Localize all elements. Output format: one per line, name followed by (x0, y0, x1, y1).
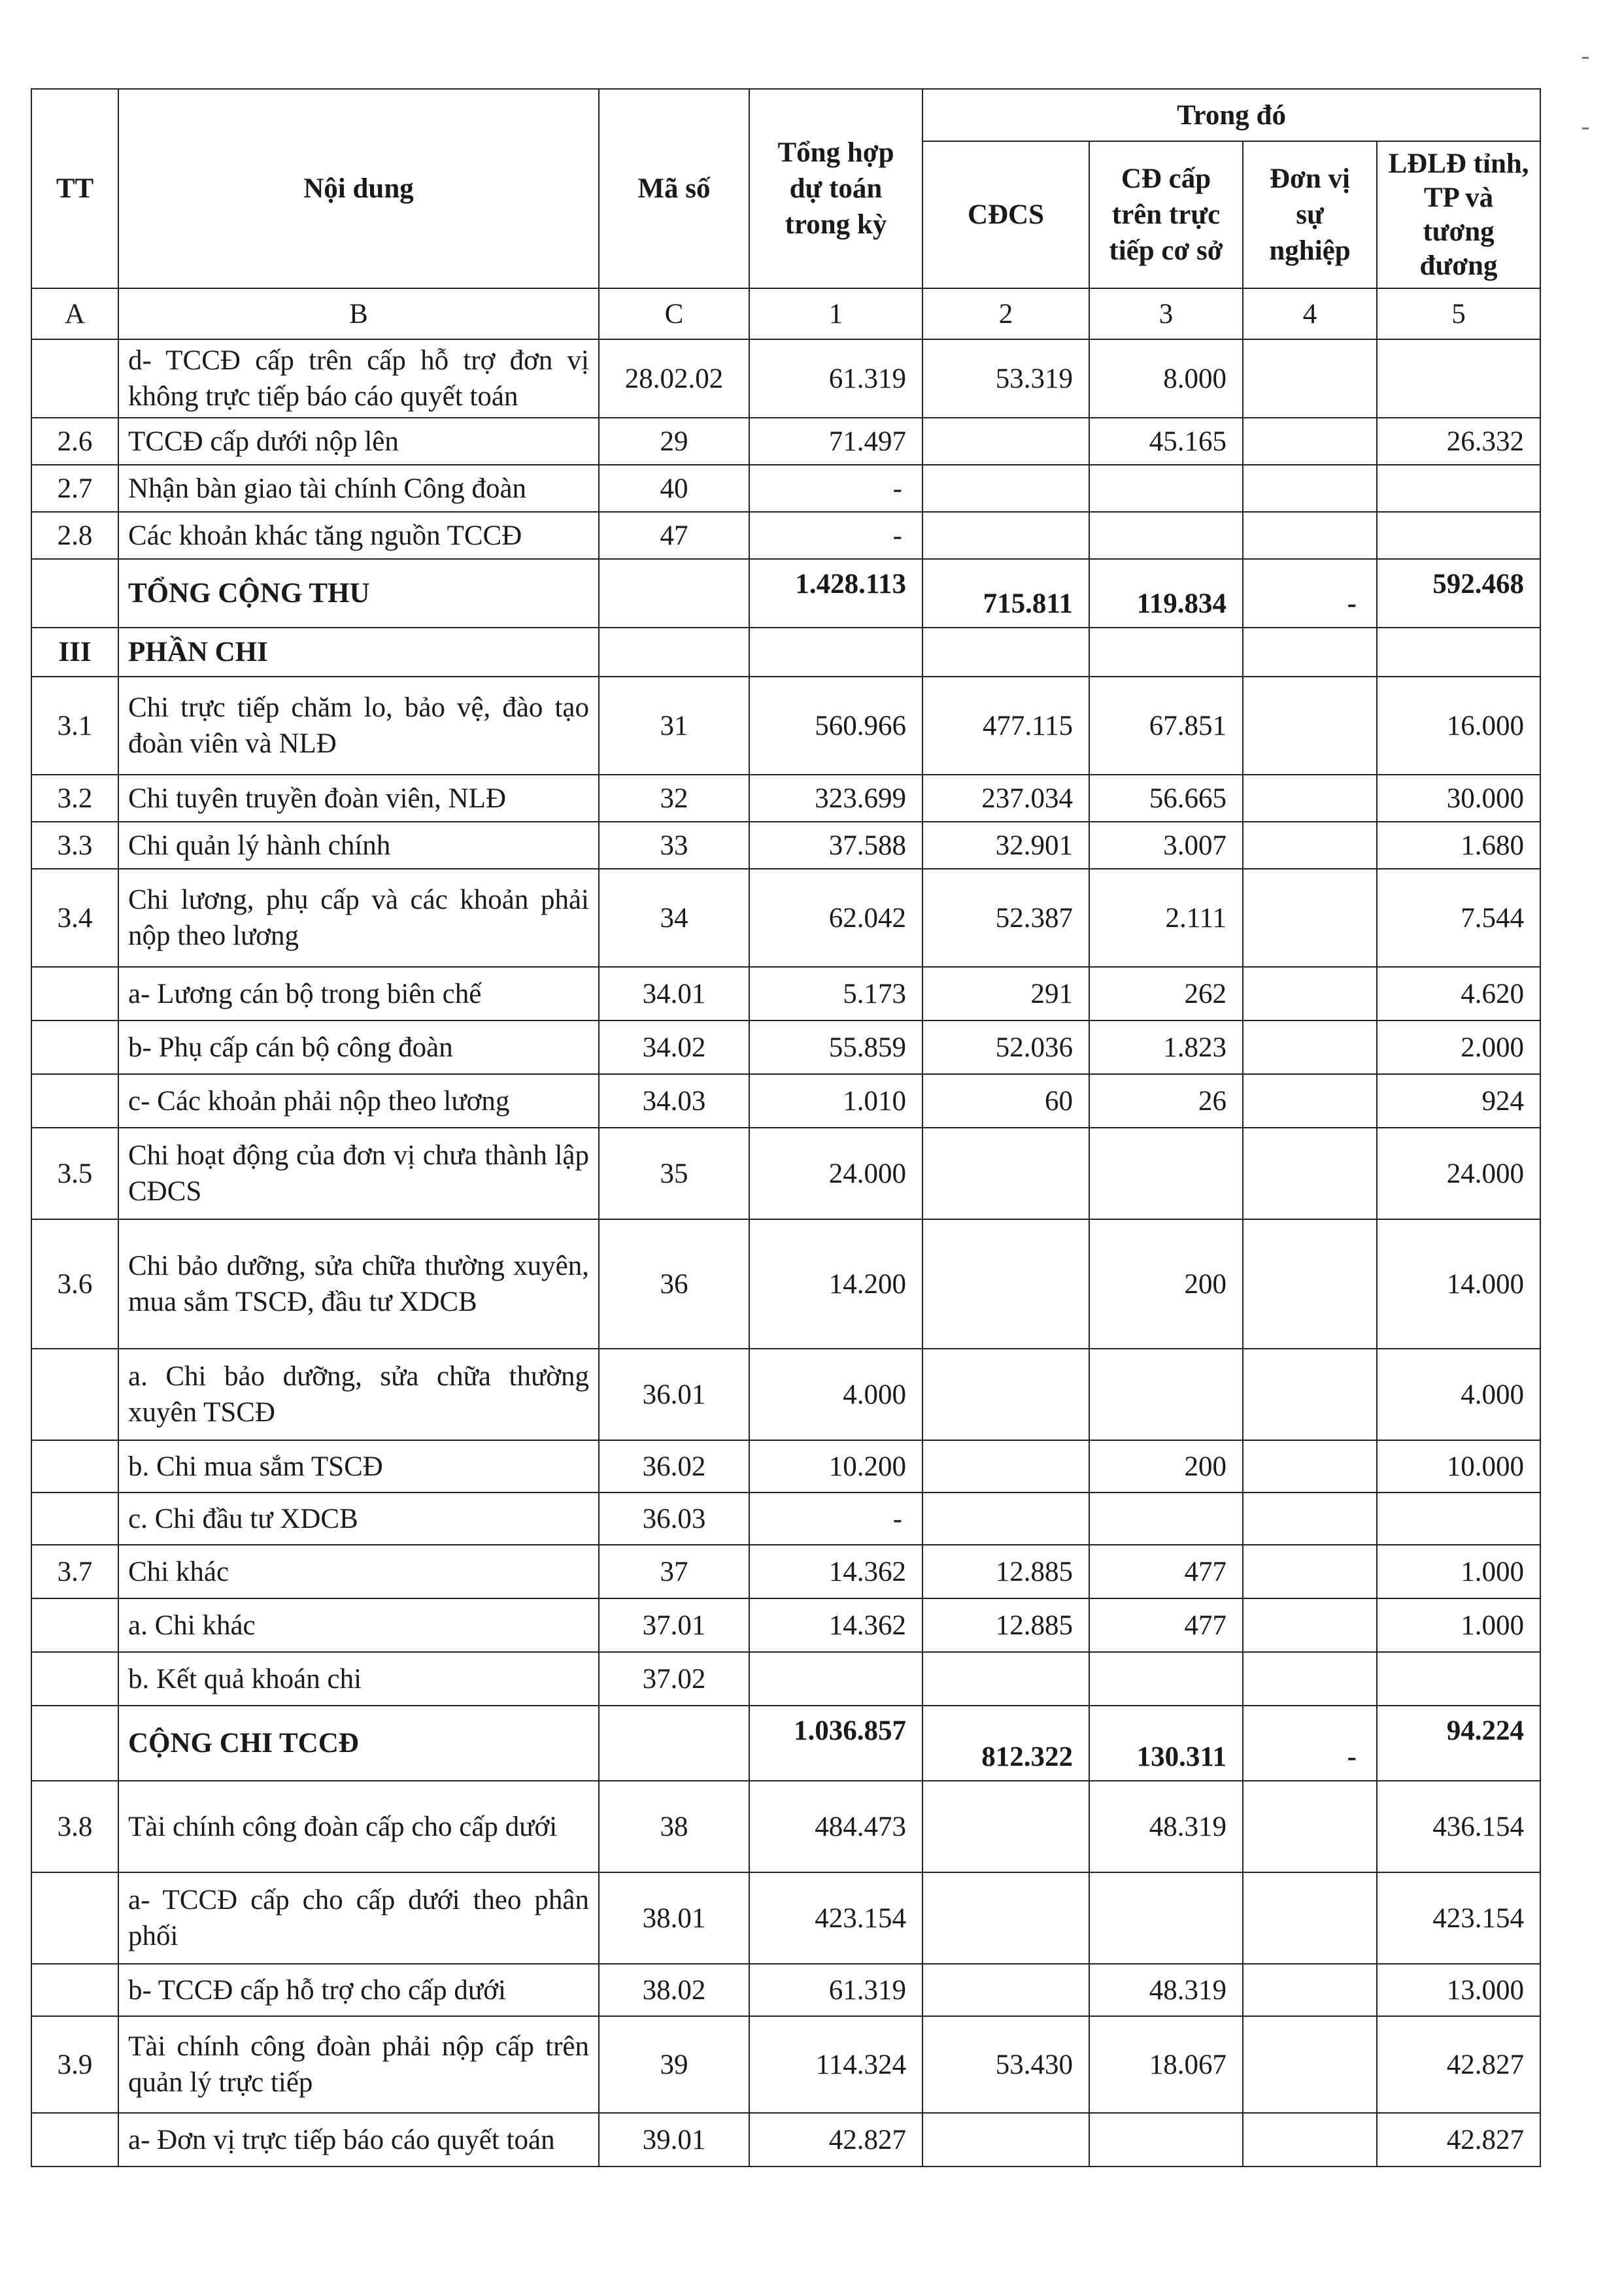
row-code: 31 (599, 677, 749, 775)
row-cdcs: 812.322 (922, 1706, 1089, 1781)
row-don-vi-su-nghiep (1243, 775, 1377, 822)
row-don-vi-su-nghiep: - (1243, 1706, 1377, 1781)
row-cdcs: 32.901 (922, 822, 1089, 869)
row-tt (31, 339, 118, 418)
row-total: 37.588 (749, 822, 922, 869)
row-total: 55.859 (749, 1020, 922, 1074)
row-ldld: 1.680 (1377, 822, 1540, 869)
row-ldld: 94.224 (1377, 1706, 1540, 1781)
row-code: 36.03 (599, 1493, 749, 1545)
col-letter: B (118, 288, 599, 339)
row-don-vi-su-nghiep (1243, 465, 1377, 512)
table-row (31, 1781, 1540, 1872)
row-ldld (1377, 1493, 1540, 1545)
row-don-vi-su-nghiep (1243, 628, 1377, 677)
row-cdcs: 52.387 (922, 869, 1089, 967)
row-code: 34.03 (599, 1074, 749, 1128)
row-tt: 3.6 (31, 1219, 118, 1349)
row-tt (31, 967, 118, 1020)
header-cd-cap-tren: CĐ cấp trên trực tiếp cơ sở (1089, 141, 1243, 288)
header-tong-hop: Tổng hợp dự toán trong kỳ (749, 89, 922, 288)
row-tt (31, 1440, 118, 1493)
row-code: 38.02 (599, 1964, 749, 2016)
row-cd-cap-tren: 45.165 (1089, 418, 1243, 465)
row-don-vi-su-nghiep (1243, 1545, 1377, 1598)
row-tt (31, 2113, 118, 2167)
row-tt: 3.8 (31, 1781, 118, 1872)
row-ldld: 4.620 (1377, 967, 1540, 1020)
row-ldld: 592.468 (1377, 559, 1540, 628)
table-row (31, 465, 1540, 512)
table-row (31, 512, 1540, 559)
row-ldld: 26.332 (1377, 418, 1540, 465)
row-ldld (1377, 465, 1540, 512)
row-cd-cap-tren: 26 (1089, 1074, 1243, 1128)
col-letter: A (31, 288, 118, 339)
row-ldld: 423.154 (1377, 1872, 1540, 1964)
row-content: d- TCCĐ cấp trên cấp hỗ trợ đơn vị không trực tiếp báo cáo quyết toán (118, 339, 599, 418)
row-content: Tài chính công đoàn phải nộp cấp trên quản lý trực tiếp (118, 2016, 599, 2113)
row-content: CỘNG CHI TCCĐ (118, 1706, 599, 1781)
row-tt (31, 1964, 118, 2016)
row-code: 34 (599, 869, 749, 967)
budget-table-page (31, 88, 1540, 2167)
row-tt (31, 1706, 118, 1781)
row-total: - (749, 512, 922, 559)
row-content: TCCĐ cấp dưới nộp lên (118, 418, 599, 465)
row-content: Chi khác (118, 1545, 599, 1598)
row-code: 34.01 (599, 967, 749, 1020)
row-content: Tài chính công đoàn cấp cho cấp dưới (118, 1781, 599, 1872)
row-cdcs (922, 1964, 1089, 2016)
row-content: Chi tuyên truyền đoàn viên, NLĐ (118, 775, 599, 822)
row-code: 47 (599, 512, 749, 559)
table-row (31, 2113, 1540, 2167)
table-body (31, 339, 1540, 2167)
row-cd-cap-tren: 1.823 (1089, 1020, 1243, 1074)
row-cd-cap-tren: 262 (1089, 967, 1243, 1020)
scan-mark (1582, 57, 1589, 59)
col-letter: 1 (749, 288, 922, 339)
row-don-vi-su-nghiep (1243, 1493, 1377, 1545)
row-tt: 3.1 (31, 677, 118, 775)
row-total: 560.966 (749, 677, 922, 775)
row-cd-cap-tren (1089, 1128, 1243, 1219)
table-row (31, 677, 1540, 775)
row-content: b. Kết quả khoán chi (118, 1652, 599, 1706)
row-tt (31, 559, 118, 628)
row-cdcs (922, 1219, 1089, 1349)
row-don-vi-su-nghiep (1243, 822, 1377, 869)
row-tt: 3.7 (31, 1545, 118, 1598)
row-tt: 3.4 (31, 869, 118, 967)
row-content: c- Các khoản phải nộp theo lương (118, 1074, 599, 1128)
row-ldld (1377, 512, 1540, 559)
row-total (749, 628, 922, 677)
row-cdcs (922, 2113, 1089, 2167)
table-row (31, 869, 1540, 967)
row-total: 24.000 (749, 1128, 922, 1219)
row-cdcs: 60 (922, 1074, 1089, 1128)
row-total: - (749, 465, 922, 512)
row-cdcs (922, 1440, 1089, 1493)
row-cd-cap-tren (1089, 1872, 1243, 1964)
col-letter: 3 (1089, 288, 1243, 339)
row-total: 1.010 (749, 1074, 922, 1128)
table-row (31, 339, 1540, 418)
table-row (31, 1652, 1540, 1706)
row-cd-cap-tren: 200 (1089, 1440, 1243, 1493)
row-code: 29 (599, 418, 749, 465)
row-content: TỔNG CỘNG THU (118, 559, 599, 628)
col-letter: 5 (1377, 288, 1540, 339)
row-cd-cap-tren: 8.000 (1089, 339, 1243, 418)
row-content: Chi hoạt động của đơn vị chưa thành lập CĐCS (118, 1128, 599, 1219)
table-row (31, 1128, 1540, 1219)
row-ldld: 1.000 (1377, 1545, 1540, 1598)
row-cd-cap-tren (1089, 465, 1243, 512)
row-code: 36.01 (599, 1349, 749, 1440)
row-cd-cap-tren: 477 (1089, 1545, 1243, 1598)
row-content: c. Chi đầu tư XDCB (118, 1493, 599, 1545)
table-row (31, 2016, 1540, 2113)
row-total: 484.473 (749, 1781, 922, 1872)
row-code (599, 559, 749, 628)
row-total: 14.362 (749, 1598, 922, 1652)
row-ldld: 924 (1377, 1074, 1540, 1128)
row-tt: 3.3 (31, 822, 118, 869)
row-content: a. Chi khác (118, 1598, 599, 1652)
row-code: 37 (599, 1545, 749, 1598)
row-total: 5.173 (749, 967, 922, 1020)
row-don-vi-su-nghiep (1243, 677, 1377, 775)
row-cd-cap-tren: 130.311 (1089, 1706, 1243, 1781)
row-ldld: 436.154 (1377, 1781, 1540, 1872)
row-content: b. Chi mua sắm TSCĐ (118, 1440, 599, 1493)
row-content: a. Chi bảo dưỡng, sửa chữa thường xuyên TSCĐ (118, 1349, 599, 1440)
row-tt (31, 1652, 118, 1706)
row-content: b- TCCĐ cấp hỗ trợ cho cấp dưới (118, 1964, 599, 2016)
row-cd-cap-tren (1089, 1349, 1243, 1440)
row-cdcs (922, 465, 1089, 512)
table-row (31, 1074, 1540, 1128)
table-row (31, 1020, 1540, 1074)
row-cd-cap-tren (1089, 512, 1243, 559)
row-tt: 2.7 (31, 465, 118, 512)
row-total (749, 1652, 922, 1706)
row-ldld (1377, 628, 1540, 677)
row-cdcs (922, 628, 1089, 677)
row-total: 42.827 (749, 2113, 922, 2167)
row-tt: III (31, 628, 118, 677)
row-cdcs: 291 (922, 967, 1089, 1020)
row-ldld: 13.000 (1377, 1964, 1540, 2016)
row-cdcs: 12.885 (922, 1598, 1089, 1652)
row-ldld: 4.000 (1377, 1349, 1540, 1440)
row-tt (31, 1493, 118, 1545)
row-code: 32 (599, 775, 749, 822)
row-don-vi-su-nghiep (1243, 1440, 1377, 1493)
row-don-vi-su-nghiep (1243, 869, 1377, 967)
header-ldld: LĐLĐ tỉnh, TP và tương đương (1377, 141, 1540, 288)
table-row (31, 1349, 1540, 1440)
row-ldld (1377, 339, 1540, 418)
row-ldld: 24.000 (1377, 1128, 1540, 1219)
row-cd-cap-tren: 2.111 (1089, 869, 1243, 967)
row-cdcs (922, 1781, 1089, 1872)
row-cd-cap-tren (1089, 1493, 1243, 1545)
row-tt (31, 1020, 118, 1074)
row-don-vi-su-nghiep (1243, 512, 1377, 559)
row-cd-cap-tren: 48.319 (1089, 1781, 1243, 1872)
row-don-vi-su-nghiep (1243, 2113, 1377, 2167)
row-total: 114.324 (749, 2016, 922, 2113)
table-row (31, 967, 1540, 1020)
header-trong-do: Trong đó (922, 89, 1540, 141)
row-cdcs (922, 512, 1089, 559)
row-ldld: 14.000 (1377, 1219, 1540, 1349)
row-cdcs (922, 1493, 1089, 1545)
row-don-vi-su-nghiep (1243, 1652, 1377, 1706)
row-total: 423.154 (749, 1872, 922, 1964)
row-total: 1.036.857 (749, 1706, 922, 1781)
row-cd-cap-tren: 119.834 (1089, 559, 1243, 628)
row-ldld: 42.827 (1377, 2113, 1540, 2167)
row-cdcs: 53.430 (922, 2016, 1089, 2113)
row-cd-cap-tren (1089, 1652, 1243, 1706)
row-total: 14.362 (749, 1545, 922, 1598)
row-cdcs (922, 1652, 1089, 1706)
row-cdcs: 477.115 (922, 677, 1089, 775)
row-cd-cap-tren (1089, 628, 1243, 677)
row-don-vi-su-nghiep (1243, 1781, 1377, 1872)
row-total: - (749, 1493, 922, 1545)
table-row (31, 559, 1540, 628)
row-code: 34.02 (599, 1020, 749, 1074)
row-tt: 2.6 (31, 418, 118, 465)
row-total: 71.497 (749, 418, 922, 465)
row-cdcs (922, 1349, 1089, 1440)
row-content: Nhận bàn giao tài chính Công đoàn (118, 465, 599, 512)
row-ldld: 30.000 (1377, 775, 1540, 822)
row-cd-cap-tren (1089, 2113, 1243, 2167)
header-don-vi-su-nghiep: Đơn vị sự nghiệp (1243, 141, 1377, 288)
row-content: b- Phụ cấp cán bộ công đoàn (118, 1020, 599, 1074)
row-cd-cap-tren: 477 (1089, 1598, 1243, 1652)
row-content: Chi trực tiếp chăm lo, bảo vệ, đào tạo đoàn viên và NLĐ (118, 677, 599, 775)
header-tt: TT (31, 89, 118, 288)
row-content: Chi bảo dưỡng, sửa chữa thường xuyên, mua sắm TSCĐ, đầu tư XDCB (118, 1219, 599, 1349)
table-row (31, 1219, 1540, 1349)
row-don-vi-su-nghiep (1243, 1128, 1377, 1219)
header-cdcs: CĐCS (922, 141, 1089, 288)
row-cd-cap-tren: 200 (1089, 1219, 1243, 1349)
header-noi-dung: Nội dung (118, 89, 599, 288)
row-tt (31, 1074, 118, 1128)
row-tt (31, 1598, 118, 1652)
row-total: 323.699 (749, 775, 922, 822)
table-row (31, 1493, 1540, 1545)
row-tt: 3.2 (31, 775, 118, 822)
row-code: 38 (599, 1781, 749, 1872)
row-total: 61.319 (749, 1964, 922, 2016)
row-content: a- Đơn vị trực tiếp báo cáo quyết toán (118, 2113, 599, 2167)
row-don-vi-su-nghiep (1243, 1872, 1377, 1964)
header-ma-so: Mã số (599, 89, 749, 288)
row-tt: 2.8 (31, 512, 118, 559)
table-row (31, 418, 1540, 465)
row-tt (31, 1349, 118, 1440)
row-content: Chi quản lý hành chính (118, 822, 599, 869)
row-code: 28.02.02 (599, 339, 749, 418)
row-don-vi-su-nghiep (1243, 967, 1377, 1020)
row-ldld: 1.000 (1377, 1598, 1540, 1652)
row-total: 61.319 (749, 339, 922, 418)
row-code (599, 1706, 749, 1781)
row-content: a- Lương cán bộ trong biên chế (118, 967, 599, 1020)
row-cdcs: 12.885 (922, 1545, 1089, 1598)
col-letter: 4 (1243, 288, 1377, 339)
table-row (31, 1440, 1540, 1493)
row-code: 35 (599, 1128, 749, 1219)
row-cdcs: 237.034 (922, 775, 1089, 822)
row-cd-cap-tren: 56.665 (1089, 775, 1243, 822)
row-tt: 3.9 (31, 2016, 118, 2113)
row-code: 37.02 (599, 1652, 749, 1706)
scan-mark (1582, 127, 1589, 129)
row-total: 4.000 (749, 1349, 922, 1440)
row-don-vi-su-nghiep (1243, 339, 1377, 418)
row-ldld: 2.000 (1377, 1020, 1540, 1074)
row-cdcs: 715.811 (922, 559, 1089, 628)
row-cd-cap-tren: 3.007 (1089, 822, 1243, 869)
table-row (31, 822, 1540, 869)
row-code: 38.01 (599, 1872, 749, 1964)
row-don-vi-su-nghiep (1243, 1219, 1377, 1349)
row-don-vi-su-nghiep (1243, 1074, 1377, 1128)
row-total: 62.042 (749, 869, 922, 967)
row-content: Các khoản khác tăng nguồn TCCĐ (118, 512, 599, 559)
col-letter: C (599, 288, 749, 339)
row-don-vi-su-nghiep (1243, 1964, 1377, 2016)
row-cdcs (922, 1128, 1089, 1219)
row-tt: 3.5 (31, 1128, 118, 1219)
row-code: 36.02 (599, 1440, 749, 1493)
row-total: 1.428.113 (749, 559, 922, 628)
row-ldld (1377, 1652, 1540, 1706)
row-cd-cap-tren: 18.067 (1089, 2016, 1243, 2113)
row-content: PHẦN CHI (118, 628, 599, 677)
row-code: 36 (599, 1219, 749, 1349)
table-row (31, 1598, 1540, 1652)
row-cdcs (922, 1872, 1089, 1964)
row-code: 37.01 (599, 1598, 749, 1652)
row-cdcs: 53.319 (922, 339, 1089, 418)
row-don-vi-su-nghiep (1243, 1349, 1377, 1440)
row-don-vi-su-nghiep (1243, 2016, 1377, 2113)
row-ldld: 10.000 (1377, 1440, 1540, 1493)
row-ldld: 7.544 (1377, 869, 1540, 967)
table-row (31, 1872, 1540, 1964)
col-letter: 2 (922, 288, 1089, 339)
row-code: 39 (599, 2016, 749, 2113)
row-code (599, 628, 749, 677)
row-cdcs: 52.036 (922, 1020, 1089, 1074)
table-row (31, 775, 1540, 822)
row-don-vi-su-nghiep (1243, 1598, 1377, 1652)
row-cdcs (922, 418, 1089, 465)
row-cd-cap-tren: 48.319 (1089, 1964, 1243, 2016)
table-row (31, 1964, 1540, 2016)
row-don-vi-su-nghiep (1243, 418, 1377, 465)
row-don-vi-su-nghiep: - (1243, 559, 1377, 628)
row-content: a- TCCĐ cấp cho cấp dưới theo phân phối (118, 1872, 599, 1964)
row-cd-cap-tren: 67.851 (1089, 677, 1243, 775)
row-ldld: 42.827 (1377, 2016, 1540, 2113)
row-total: 14.200 (749, 1219, 922, 1349)
row-code: 40 (599, 465, 749, 512)
table-row (31, 1706, 1540, 1781)
table-row (31, 1545, 1540, 1598)
row-total: 10.200 (749, 1440, 922, 1493)
row-ldld: 16.000 (1377, 677, 1540, 775)
budget-table (31, 88, 1541, 2167)
row-code: 33 (599, 822, 749, 869)
row-tt (31, 1872, 118, 1964)
row-don-vi-su-nghiep (1243, 1020, 1377, 1074)
table-row (31, 628, 1540, 677)
row-content: Chi lương, phụ cấp và các khoản phải nộp theo lương (118, 869, 599, 967)
row-code: 39.01 (599, 2113, 749, 2167)
